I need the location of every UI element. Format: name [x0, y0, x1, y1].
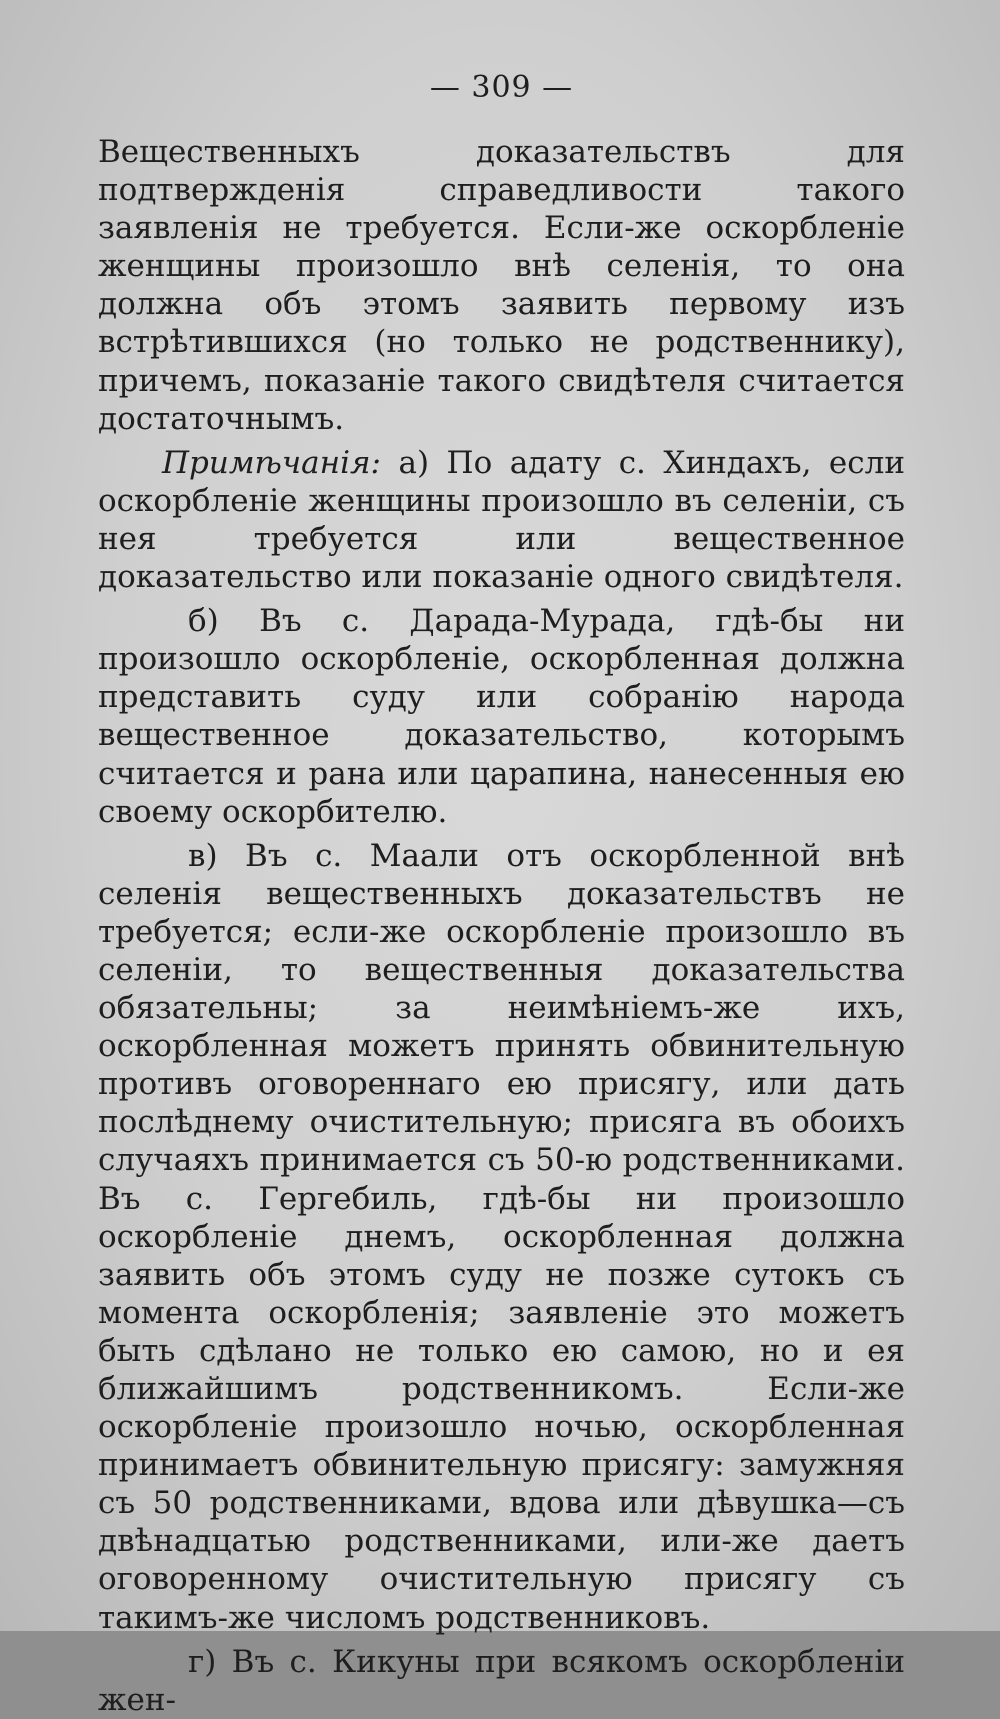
paragraph-notes-d: г) Въ с. Кикуны при всякомъ оскорбленіи жен- [98, 1643, 905, 1718]
paragraph-continuation: Вещественныхъ доказательствъ для подтвержденія справедливости такого заявленія не требуется. Если-же оскорбленіе женщины произошло внѣ селенія, то она должна объ этомъ заявить первому изъ встрѣтившихся (но только не родственнику), причемъ, показаніе такого свидѣтеля считается достаточнымъ. [98, 134, 905, 437]
paragraph-notes-a [98, 444, 905, 596]
page-body [98, 133, 905, 1719]
page-number: — 309 — [429, 70, 574, 105]
paragraph-notes-b: б) Въ с. Дарада-Мурада, гдѣ-бы ни произошло оскорбленіе, оскорбленная должна представить суду или собранію народа вещественное доказательство, которымъ считается и рана или царапина, нанесенныя ею своему оскорбителю. [98, 603, 905, 830]
notes-a-text: а) По адату с. Хиндахъ, если оскорбленіе женщины произошло въ селеніи, съ нея требуется или вещественное доказательство или показаніе одного свидѣтеля. [98, 444, 905, 596]
paragraph-notes-c: в) Въ с. Маали отъ оскорбленной внѣ селенія вещественныхъ доказательствъ не требуется; если-же оскорбленіе произошло въ селеніи, то вещественныя доказательства обязательны; за неимѣніемъ-же ихъ, оскорбленная можетъ принять обвинительную противъ оговореннаго ею присягу, или дать послѣднему очистительную; присяга въ обоихъ случаяхъ принимается съ 50-ю родственниками. Въ с. Гергебиль, гдѣ-бы ни произошло оскорбленіе днемъ, оскорбленная должна заявить объ этомъ суду не позже сутокъ съ момента оскорбленія; заявленіе это можетъ быть сдѣлано не только ею самою, но и ея ближайшимъ родственникомъ. Если-же оскорбленіе произошло ночью, оскорбленная принимаетъ обвинительную присягу: замужняя съ 50 родственниками, вдова или дѣвушка—съ двѣнадцатью родственниками, или-же даетъ оговоренному очистительную присягу съ такимъ-же числомъ родственниковъ. [98, 837, 905, 1636]
notes-heading: Примѣчанія: [162, 444, 381, 481]
